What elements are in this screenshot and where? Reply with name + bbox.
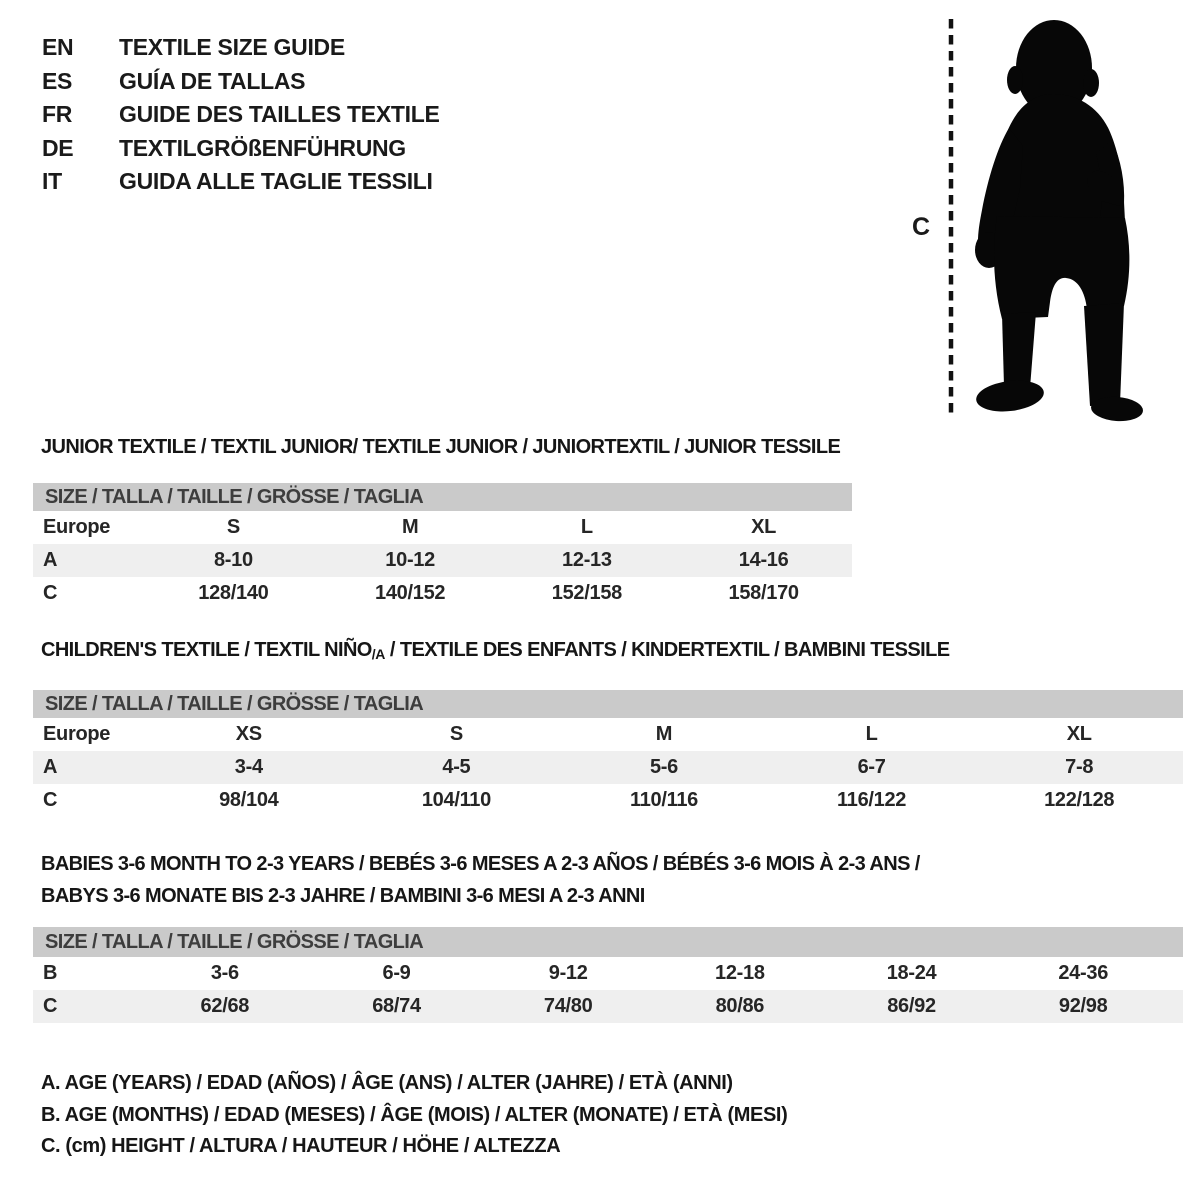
row-label: C <box>43 995 58 1017</box>
table-cell: 104/110 <box>421 789 491 811</box>
lang-code: IT <box>42 168 62 195</box>
table-cell: 110/116 <box>629 789 698 811</box>
section-title-line: BABYS 3-6 MONATE BIS 2-3 JAHRE / BAMBINI 3-6 MESI A 2-3 ANNI <box>41 884 645 907</box>
table-cell: 6-9 <box>382 962 411 984</box>
table-row <box>33 751 1183 784</box>
row-label: Europe <box>43 516 111 538</box>
legend-line-c: C. (cm) HEIGHT / ALTURA / HAUTEUR / HÖHE / ALTEZZA <box>41 1135 561 1158</box>
guide-title: TEXTILE SIZE GUIDE <box>119 34 345 61</box>
table-cell: 74/80 <box>543 995 593 1017</box>
lang-code: EN <box>42 34 74 61</box>
table-cell: 3-6 <box>210 962 239 984</box>
section-title-text: / TEXTILE DES ENFANTS / KINDERTEXTIL / BAMBINI TESSILE <box>384 639 950 661</box>
section-title-babies <box>41 849 920 912</box>
table-cell: M <box>655 723 673 745</box>
table-row <box>33 577 852 610</box>
table-cell: XL <box>751 516 777 538</box>
table-cell: 140/152 <box>375 582 446 604</box>
guide-title: GUÍA DE TALLAS <box>119 67 306 94</box>
table-cell: S <box>449 723 463 745</box>
row-label: C <box>43 582 58 604</box>
junior-size-table <box>33 483 852 610</box>
table-cell: 14-16 <box>738 549 789 571</box>
legend-line-a: A. AGE (YEARS) / EDAD (AÑOS) / ÂGE (ANS) / ALTER (JAHRE) / ETÀ (ANNI) <box>41 1072 733 1094</box>
table-cell: 98/104 <box>219 789 279 811</box>
size-header-bar: SIZE / TALLA / TAILLE / GRÖSSE / TAGLIA <box>33 690 1183 718</box>
table-cell: 4-5 <box>442 756 471 778</box>
table-row <box>33 718 1183 751</box>
row-label: A <box>43 756 58 778</box>
lang-code: DE <box>42 134 74 161</box>
section-title-line: BABIES 3-6 MONTH TO 2-3 YEARS / BEBÉS 3-6 MESES A 2-3 AÑOS / BÉBÉS 3-6 MOIS À 2-3 ANS / <box>41 853 920 875</box>
table-cell: 62/68 <box>200 995 250 1017</box>
table-cell: M <box>401 516 419 538</box>
children-size-table <box>33 690 1183 817</box>
guide-title: GUIDE DES TAILLES TEXTILE <box>119 101 440 128</box>
lang-code: ES <box>42 67 73 94</box>
table-row <box>33 990 1183 1023</box>
table-cell: L <box>865 723 878 745</box>
row-label: C <box>43 789 58 811</box>
table-cell: 10-12 <box>385 549 435 571</box>
table-cell: 158/170 <box>728 582 799 604</box>
table-cell: 86/92 <box>887 995 936 1017</box>
table-cell: 3-4 <box>234 756 263 778</box>
height-measure-line <box>946 16 956 420</box>
table-cell: 116/122 <box>837 789 907 811</box>
table-cell: 128/140 <box>198 582 269 604</box>
table-cell: 12-13 <box>562 549 612 571</box>
section-title-subscript: /A <box>371 646 385 662</box>
section-title-children <box>41 639 949 662</box>
table-cell: 68/74 <box>372 995 421 1017</box>
table-cell: 24-36 <box>1058 962 1109 984</box>
section-title-text: CHILDREN'S TEXTILE / TEXTIL NIÑO <box>41 639 372 661</box>
table-cell: XS <box>235 723 262 745</box>
title-row-fr <box>42 98 440 132</box>
table-cell: S <box>226 516 240 538</box>
title-row-it <box>42 165 440 199</box>
guide-title: GUIDA ALLE TAGLIE TESSILI <box>119 168 433 195</box>
size-header-bar: SIZE / TALLA / TAILLE / GRÖSSE / TAGLIA <box>33 483 852 511</box>
babies-size-table <box>33 927 1183 1023</box>
size-header-bar: SIZE / TALLA / TAILLE / GRÖSSE / TAGLIA <box>33 927 1183 957</box>
table-cell: 80/86 <box>715 995 765 1017</box>
table-cell: 122/128 <box>1044 789 1115 811</box>
guide-title: TEXTILGRÖßENFÜHRUNG <box>119 134 406 161</box>
table-cell: 6-7 <box>857 756 886 778</box>
row-label: A <box>43 549 58 571</box>
table-row <box>33 784 1183 817</box>
table-cell: 12-18 <box>715 962 765 984</box>
row-label: Europe <box>43 723 111 745</box>
section-title-junior: JUNIOR TEXTILE / TEXTIL JUNIOR/ TEXTILE JUNIOR / JUNIORTEXTIL / JUNIOR TESSILE <box>41 436 841 458</box>
table-row <box>33 544 852 577</box>
row-label: B <box>43 962 58 984</box>
title-row-de <box>42 132 440 166</box>
table-cell: 8-10 <box>213 549 253 571</box>
table-cell: 9-12 <box>548 962 588 984</box>
table-cell: 18-24 <box>886 962 937 984</box>
table-cell: 7-8 <box>1065 756 1094 778</box>
height-measure-label: C <box>911 213 931 241</box>
table-row <box>33 511 852 544</box>
title-row-en <box>42 31 440 65</box>
title-row-es <box>42 65 440 99</box>
table-cell: 5-6 <box>649 756 678 778</box>
table-cell: L <box>580 516 593 538</box>
legend-block <box>41 1068 787 1163</box>
table-row <box>33 957 1183 990</box>
legend-line-b: B. AGE (MONTHS) / EDAD (MESES) / ÂGE (MOIS) / ALTER (MONATE) / ETÀ (MESI) <box>41 1103 788 1126</box>
language-title-block <box>42 31 440 199</box>
table-cell: 152/158 <box>551 582 622 604</box>
table-cell: 92/98 <box>1058 995 1108 1017</box>
table-cell: XL <box>1066 723 1092 745</box>
toddler-silhouette-icon <box>962 16 1144 422</box>
lang-code: FR <box>42 101 73 128</box>
